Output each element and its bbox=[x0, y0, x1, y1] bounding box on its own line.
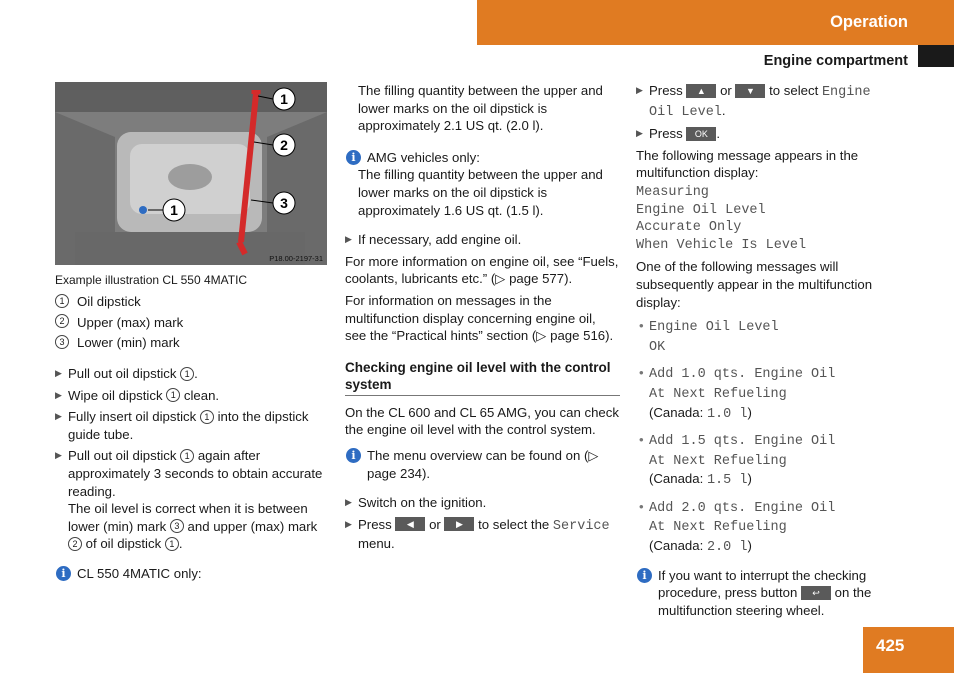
legend-item: 3 Lower (min) mark bbox=[55, 333, 329, 354]
chapter-title: Operation bbox=[830, 13, 908, 31]
step-pull-out: ▶ Pull out oil dipstick 1 . bbox=[55, 366, 198, 382]
info-icon: i bbox=[346, 150, 361, 165]
following-message-text: The following message appears in the multifunction display: bbox=[636, 147, 859, 181]
svg-text:1: 1 bbox=[280, 91, 288, 107]
info-icon: i bbox=[56, 566, 71, 581]
legend-item: 2 Upper (max) mark bbox=[55, 312, 329, 333]
svg-text:2: 2 bbox=[280, 137, 288, 153]
step-select-service: ▶ Press ◀ or ▶ to select the Service menu. bbox=[345, 516, 610, 552]
display-line: Engine Oil Level bbox=[636, 202, 766, 218]
message-add-1-5: • Add 1.5 qts. Engine Oil At Next Refueling (Canada: 1.5 l) bbox=[639, 432, 836, 489]
left-arrow-button-icon: ◀ bbox=[395, 517, 425, 531]
callout-1-lower bbox=[163, 199, 185, 221]
section-marker bbox=[918, 45, 954, 67]
figure-caption: Example illustration CL 550 4MATIC bbox=[55, 273, 248, 287]
step-wipe: ▶ Wipe oil dipstick 1 clean. bbox=[55, 387, 220, 403]
callout-3 bbox=[273, 192, 295, 214]
down-arrow-button-icon: ▼ bbox=[735, 84, 765, 98]
column-left bbox=[55, 82, 329, 583]
engine-illustration bbox=[55, 82, 327, 265]
messages-reference: For information on messages in the multifunction display concerning engine oil, see the “Practical hints” section (▷ page 516). bbox=[345, 292, 614, 344]
info-icon: i bbox=[346, 448, 361, 463]
message-ok: • Engine Oil Level OK bbox=[639, 318, 779, 355]
fill-quantity-text: The filling quantity between the upper and lower marks on the oil dipstick is approximately 2.1 US qt. (2.0 l). bbox=[358, 83, 603, 134]
svg-text:1: 1 bbox=[170, 202, 178, 218]
fuels-reference: For more information on engine oil, see “Fuels, coolants, lubricants etc.” (▷ page 577). bbox=[345, 253, 619, 287]
right-arrow-button-icon: ▶ bbox=[444, 517, 474, 531]
step-press-ok: ▶ Press OK . bbox=[636, 126, 721, 142]
step-add-oil: ▶ If necessary, add engine oil. bbox=[345, 232, 522, 248]
step-ignition: ▶ Switch on the ignition. bbox=[345, 495, 487, 511]
step-insert: ▶ Fully insert oil dipstick 1 into the dipstick guide tube. bbox=[55, 409, 309, 442]
column-right bbox=[636, 82, 891, 619]
ok-button-icon: OK bbox=[686, 127, 716, 141]
image-code: P18.00-2197-31 bbox=[269, 254, 323, 263]
info-menu-overview: i The menu overview can be found on (▷ page 234). bbox=[345, 447, 620, 482]
message-add-1-0: • Add 1.0 qts. Engine Oil At Next Refueling (Canada: 1.0 l) bbox=[639, 365, 836, 422]
info-interrupt: i If you want to interrupt the checking procedure, press button ↩ on the multifunction steering wheel. bbox=[636, 567, 891, 620]
amg-fill-quantity-text: The filling quantity between the upper and lower marks on the oil dipstick is approximately 1.6 US qt. (1.5 l). bbox=[358, 167, 603, 218]
info-icon: i bbox=[637, 568, 652, 583]
section-title: Engine compartment bbox=[763, 53, 908, 69]
callout-1-top bbox=[273, 88, 295, 110]
display-line: Accurate Only bbox=[636, 220, 742, 236]
display-line: When Vehicle Is Level bbox=[636, 237, 807, 253]
display-line: Measuring bbox=[636, 184, 709, 200]
step-select-engine-oil: ▶ Press ▲ or ▼ to select Engine Oil Level. bbox=[636, 83, 871, 120]
one-of-messages-text: One of the following messages will subsequently appear in the multifunction display: bbox=[636, 259, 873, 310]
svg-text:3: 3 bbox=[280, 195, 288, 211]
info-cl550: i CL 550 4MATIC only: bbox=[55, 565, 329, 583]
cl600-text: On the CL 600 and CL 65 AMG, you can check the engine oil level with the control system. bbox=[345, 404, 619, 438]
page-number: 425 bbox=[876, 636, 905, 655]
message-add-2-0: • Add 2.0 qts. Engine Oil At Next Refueling (Canada: 2.0 l) bbox=[639, 498, 836, 556]
back-button-icon: ↩ bbox=[801, 586, 831, 600]
callout-2 bbox=[273, 134, 295, 156]
up-arrow-button-icon: ▲ bbox=[686, 84, 716, 98]
column-middle bbox=[345, 82, 620, 553]
step-check: ▶ Pull out oil dipstick 1 again after approximately 3 seconds to obtain accurate reading. The oil level is correct when it is between lower (min) mark 3 and upper (max) mark 2 of oil dipstick 1 . bbox=[55, 448, 323, 552]
subheading-control-system: Checking engine oil level with the control system bbox=[345, 359, 620, 396]
info-amg: i AMG vehicles only: bbox=[345, 149, 620, 167]
legend-item: 1 Oil dipstick bbox=[55, 292, 329, 313]
